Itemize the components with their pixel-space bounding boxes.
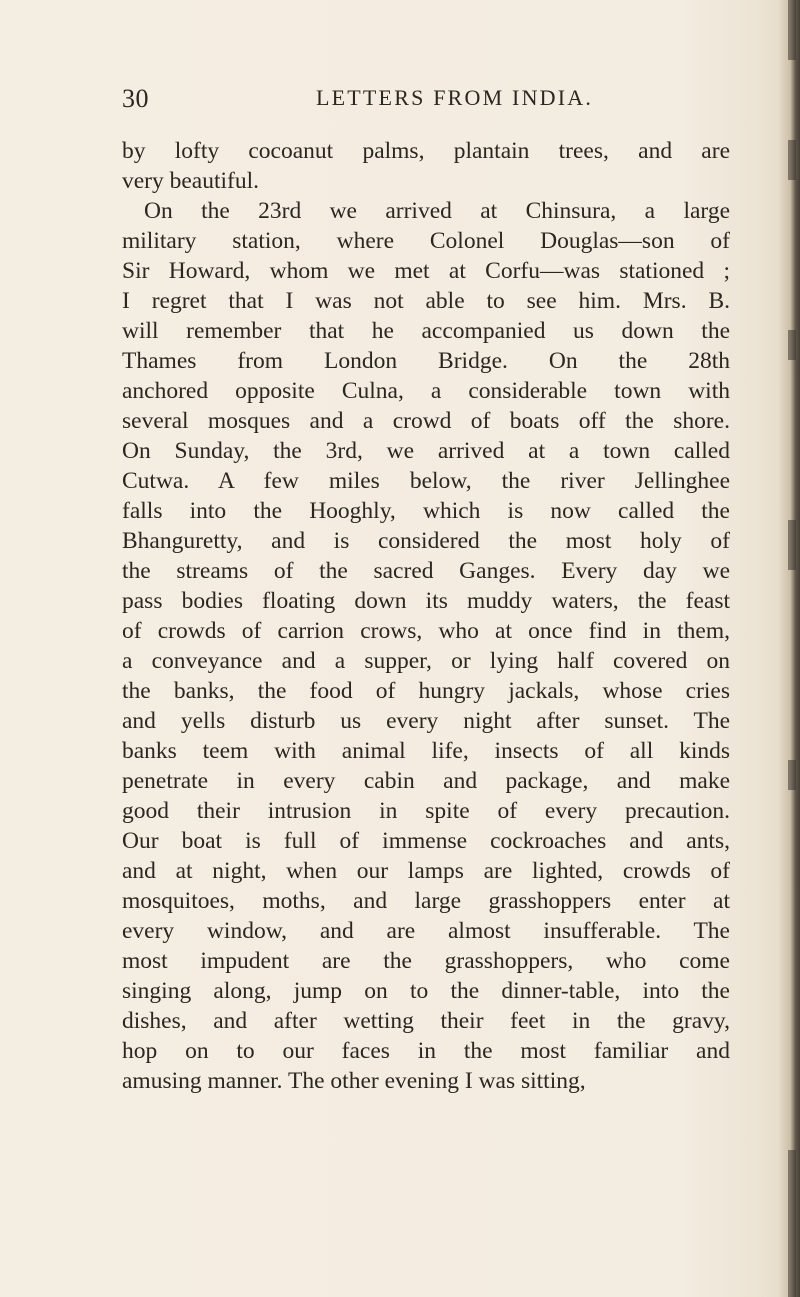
text-line: by lofty cocoanut palms, plantain trees, and are [122,138,730,164]
text-line: penetrate in every cabin and package, and make [122,768,730,794]
text-line: and yells disturb us every night after sunset. The [122,708,730,734]
edge-mark [788,760,796,790]
text-line: the streams of the sacred Ganges. Every day we [122,558,730,584]
text-line: Thames from London Bridge. On the 28th [122,348,730,374]
text-line: a conveyance and a supper, or lying half covered on [122,648,730,674]
text-line: of crowds of carrion crows, who at once find in them, [122,618,730,644]
edge-mark [788,330,796,360]
text-line: Bhanguretty, and is considered the most holy of [122,528,730,554]
text-line: several mosques and a crowd of boats off the shore. [122,408,730,434]
page-number: 30 [122,84,149,113]
text-line: pass bodies floating down its muddy waters, the feast [122,588,730,614]
edge-mark [788,520,796,570]
text-line: very beautiful. [122,168,260,194]
text-line: most impudent are the grasshoppers, who come [122,948,730,974]
text-line: I regret that I was not able to see him. Mrs. B. [122,288,730,314]
edge-mark [788,1150,796,1297]
text-line: On Sunday, the 3rd, we arrived at a town called [122,438,730,464]
text-line: military station, where Colonel Douglas—son of [122,228,730,254]
text-line: hop on to our faces in the most familiar and [122,1038,730,1064]
text-line: On the 23rd we arrived at Chinsura, a large [144,198,730,224]
text-line: anchored opposite Culna, a considerable town with [122,378,730,404]
text-line: Our boat is full of immense cockroaches and ants, [122,828,730,854]
text-line: Sir Howard, whom we met at Corfu—was stationed ; [122,258,730,284]
text-line: mosquitoes, moths, and large grasshoppers enter at [122,888,730,914]
text-line: singing along, jump on to the dinner-table, into the [122,978,730,1004]
body-text [122,136,730,1096]
text-line: good their intrusion in spite of every precaution. [122,798,730,824]
text-line: banks teem with animal life, insects of all kinds [122,738,730,764]
text-line: amusing manner. The other evening I was sitting, [122,1068,586,1094]
page-edge-shadow [778,0,800,1297]
running-title: LETTERS FROM INDIA. [316,85,594,110]
text-line: dishes, and after wetting their feet in the gravy, [122,1008,730,1034]
edge-mark [788,0,796,60]
text-line: and at night, when our lamps are lighted, crowds of [122,858,730,884]
text-line: the banks, the food of hungry jackals, whose cries [122,678,730,704]
text-line: falls into the Hooghly, which is now called the [122,498,730,524]
text-line: Cutwa. A few miles below, the river Jellinghee [122,468,730,494]
running-header [122,84,682,116]
edge-mark [788,140,796,180]
text-line: will remember that he accompanied us down the [122,318,730,344]
text-line: every window, and are almost insufferable. The [122,918,730,944]
